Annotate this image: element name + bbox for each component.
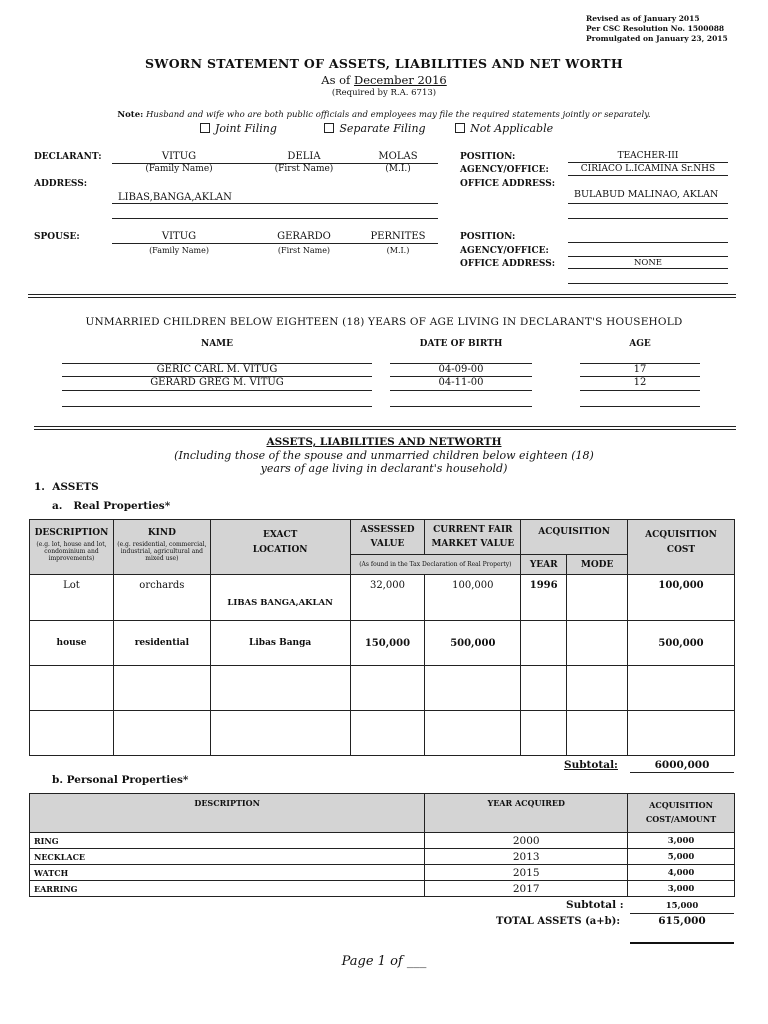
office-address-label: OFFICE ADDRESS: bbox=[460, 179, 556, 189]
location-header: EXACT LOCATION bbox=[210, 520, 350, 575]
spouse-first-caption: (First Name) bbox=[277, 246, 331, 255]
agency-label: AGENCY/OFFICE: bbox=[460, 165, 549, 175]
real-location: Libas Banga bbox=[210, 621, 350, 666]
personal-description: WATCH bbox=[30, 865, 425, 881]
declarant-mi[interactable]: MOLAS bbox=[378, 151, 418, 162]
personal-properties-heading: b. Personal Properties* bbox=[52, 774, 189, 786]
address-label: ADDRESS: bbox=[34, 179, 88, 189]
real-properties-heading: a. Real Properties* bbox=[52, 500, 171, 512]
acquisition-cost-header: ACQUISITION COST bbox=[628, 520, 735, 575]
spouse-mi[interactable]: PERNITES bbox=[370, 231, 426, 242]
total-assets: 615,000 bbox=[658, 915, 706, 927]
page-number: Page 1 of ___ bbox=[341, 954, 427, 969]
real-kind: residential bbox=[113, 621, 210, 666]
declarant-address[interactable]: LIBAS,BANGA,AKLAN bbox=[118, 192, 232, 203]
table-row bbox=[30, 621, 735, 666]
child-age: 12 bbox=[633, 377, 647, 388]
real-assessed: 150,000 bbox=[350, 621, 425, 666]
assets-section-title: ASSETS, LIABILITIES AND NETWORTH bbox=[266, 436, 502, 448]
table-row bbox=[30, 865, 735, 881]
personal-cost: 3,000 bbox=[628, 833, 735, 849]
real-kind: orchards bbox=[113, 575, 210, 621]
real-mode bbox=[567, 621, 628, 666]
personal-cost: 3,000 bbox=[628, 881, 735, 897]
declarant-position[interactable]: TEACHER-III bbox=[617, 151, 679, 161]
description-header: DESCRIPTION (e.g. lot, house and lot, condominium and improvements) bbox=[30, 520, 114, 575]
personal-cost-header: ACQUISITION COST/AMOUNT bbox=[628, 794, 735, 833]
child-name: GERARD GREG M. VITUG bbox=[150, 377, 284, 388]
personal-year: 2013 bbox=[425, 849, 628, 865]
real-fair-value: 500,000 bbox=[425, 621, 521, 666]
table-row bbox=[30, 833, 735, 849]
tax-declaration-note: (As found in the Tax Declaration of Real Property) bbox=[350, 555, 521, 575]
kind-header: KIND (e.g. residential, commercial, industrial, agricultural and mixed use) bbox=[113, 520, 210, 575]
child-name: GERIC CARL M. VITUG bbox=[156, 364, 278, 375]
children-title: UNMARRIED CHILDREN BELOW EIGHTEEN (18) YEARS OF AGE LIVING IN DECLARANT'S HOUSEHOLD bbox=[85, 316, 683, 328]
required-by: (Required by R.A. 6713) bbox=[331, 88, 437, 98]
as-of-label: As of bbox=[321, 73, 351, 87]
personal-cost: 4,000 bbox=[628, 865, 735, 881]
real-cost: 100,000 bbox=[628, 575, 735, 621]
checkbox-icon[interactable] bbox=[455, 123, 465, 133]
real-location: LIBAS BANGA,AKLAN bbox=[210, 575, 350, 621]
table-row bbox=[30, 849, 735, 865]
joint-filing-option[interactable]: Joint Filing bbox=[200, 122, 277, 135]
children-dob-header: DATE OF BIRTH bbox=[419, 339, 503, 349]
table-row bbox=[30, 881, 735, 897]
declarant-label: DECLARANT: bbox=[34, 152, 102, 162]
table-row bbox=[30, 575, 735, 621]
acquisition-header: ACQUISITION bbox=[521, 520, 628, 555]
declarant-office-address[interactable]: BULABUD MALINAO, AKLAN bbox=[574, 189, 719, 200]
child-dob: 04-09-00 bbox=[438, 364, 484, 375]
mi-caption: (M.I.) bbox=[385, 164, 411, 174]
note-label: Note: bbox=[117, 110, 144, 120]
real-assessed: 32,000 bbox=[350, 575, 425, 621]
declarant-family-name[interactable]: VITUG bbox=[161, 151, 197, 162]
family-name-caption: (Family Name) bbox=[145, 164, 213, 174]
spouse-office-address[interactable]: NONE bbox=[633, 258, 663, 268]
personal-year: 2017 bbox=[425, 881, 628, 897]
personal-description: RING bbox=[30, 833, 425, 849]
personal-subtotal-label: Subtotal : bbox=[566, 899, 624, 911]
personal-subtotal: 15,000 bbox=[665, 901, 699, 911]
note-text: Husband and wife who are both public officials and employees may file the required statements jointly or separately. bbox=[145, 110, 651, 120]
real-year bbox=[521, 621, 567, 666]
as-of-date: December 2016 bbox=[353, 73, 447, 87]
checkbox-icon[interactable] bbox=[324, 123, 334, 133]
child-dob: 04-11-00 bbox=[438, 377, 484, 388]
real-cost: 500,000 bbox=[628, 621, 735, 666]
children-age-header: AGE bbox=[629, 339, 651, 349]
assets-section-subtitle: (Including those of the spouse and unmarried children below eighteen (18) bbox=[174, 449, 594, 462]
real-description: house bbox=[30, 621, 114, 666]
filing-options bbox=[200, 122, 553, 135]
real-description: Lot bbox=[30, 575, 114, 621]
personal-description: EARRING bbox=[30, 881, 425, 897]
personal-cost: 5,000 bbox=[628, 849, 735, 865]
year-header: YEAR bbox=[521, 555, 567, 575]
table-row bbox=[30, 666, 735, 711]
first-name-caption: (First Name) bbox=[274, 164, 334, 174]
personal-properties-table bbox=[29, 793, 735, 897]
personal-description: NECKLACE bbox=[30, 849, 425, 865]
total-assets-label: TOTAL ASSETS (a+b): bbox=[496, 916, 621, 927]
separate-filing-option[interactable]: Separate Filing bbox=[324, 122, 425, 135]
revision-line: Per CSC Resolution No. 1500088 bbox=[586, 24, 725, 33]
page-title: SWORN STATEMENT OF ASSETS, LIABILITIES AND NET WORTH bbox=[145, 56, 623, 71]
real-year: 1996 bbox=[521, 575, 567, 621]
assets-section-subtitle: years of age living in declarant's household) bbox=[260, 462, 508, 475]
not-applicable-option[interactable]: Not Applicable bbox=[455, 122, 553, 135]
real-mode bbox=[567, 575, 628, 621]
revision-line: Promulgated on January 23, 2015 bbox=[586, 34, 728, 43]
assessed-header: ASSESSED VALUE bbox=[350, 520, 425, 555]
real-properties-table bbox=[29, 519, 735, 756]
position-label: POSITION: bbox=[460, 152, 516, 162]
personal-description-header: DESCRIPTION bbox=[30, 794, 425, 833]
spouse-position-label: POSITION: bbox=[460, 232, 516, 242]
personal-year: 2000 bbox=[425, 833, 628, 849]
fair-value-header: CURRENT FAIR MARKET VALUE bbox=[425, 520, 521, 555]
table-row bbox=[30, 711, 735, 756]
real-subtotal-label: Subtotal: bbox=[564, 759, 618, 771]
spouse-family-caption: (Family Name) bbox=[149, 246, 209, 255]
year-acquired-header: YEAR ACQUIRED bbox=[425, 794, 628, 833]
declarant-first-name[interactable]: DELIA bbox=[287, 151, 321, 162]
assets-heading: 1. ASSETS bbox=[34, 481, 99, 493]
personal-year: 2015 bbox=[425, 865, 628, 881]
spouse-first-name[interactable]: GERARDO bbox=[277, 231, 331, 242]
real-fair-value: 100,000 bbox=[425, 575, 521, 621]
spouse-office-address-label: OFFICE ADDRESS: bbox=[460, 259, 556, 269]
child-age: 17 bbox=[633, 364, 647, 375]
children-name-header: NAME bbox=[200, 339, 234, 349]
as-of bbox=[0, 73, 768, 87]
note bbox=[0, 110, 768, 120]
spouse-label: SPOUSE: bbox=[34, 232, 80, 242]
spouse-agency-label: AGENCY/OFFICE: bbox=[460, 246, 549, 256]
mode-header: MODE bbox=[567, 555, 628, 575]
spouse-family-name[interactable]: VITUG bbox=[161, 231, 197, 242]
spouse-mi-caption: (M.I.) bbox=[386, 246, 410, 255]
revision-line: Revised as of January 2015 bbox=[586, 14, 700, 23]
declarant-agency[interactable]: CIRIACO L.ICAMINA Sr.NHS bbox=[580, 164, 716, 174]
revision-info bbox=[586, 14, 728, 44]
real-subtotal: 6000,000 bbox=[654, 759, 710, 771]
checkbox-icon[interactable] bbox=[200, 123, 210, 133]
